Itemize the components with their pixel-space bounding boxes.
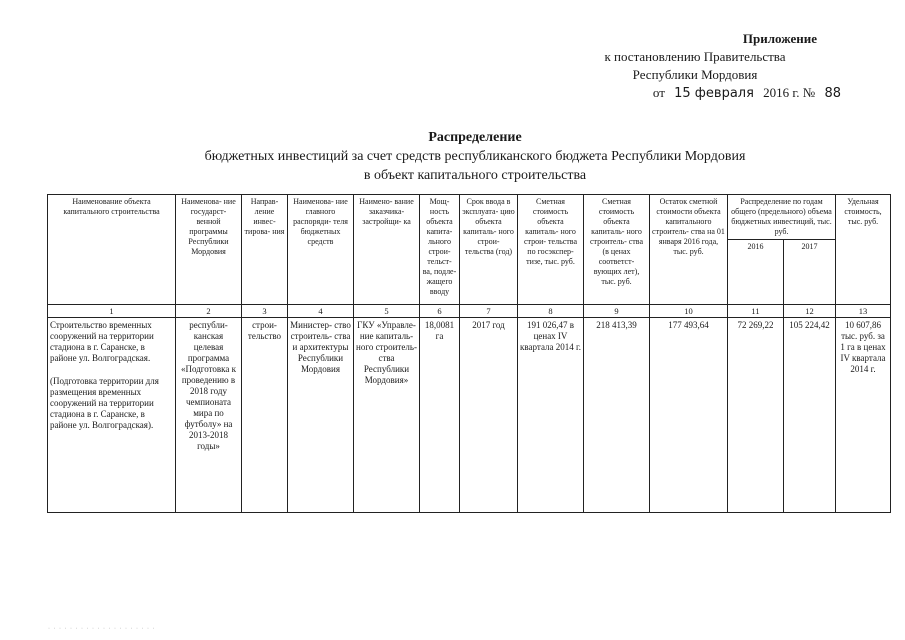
date-prefix: от (652, 85, 665, 100)
column-number: 13 (836, 305, 891, 318)
column-number: 4 (288, 305, 354, 318)
scan-artifact: · · · · · · · · · · · · · · · · · · · · (48, 626, 156, 632)
header-cost-expertise: Сметная стоимость объекта капиталь- ного строи- тельства по госэкспер- тизе, тыс. руб. (518, 195, 584, 305)
cell-cost-expertise: 191 026,47 в ценах IV квартала 2014 г. (518, 318, 584, 513)
column-number: 8 (518, 305, 584, 318)
date-year: 2016 г. № (763, 85, 816, 100)
header-capacity: Мощ- ность объекта капита- льного строи- тельст- ва, подле- жащего вводу (420, 195, 460, 305)
column-number: 2 (176, 305, 242, 318)
document-title-block (60, 128, 890, 185)
cell-capacity: 18,0081 га (420, 318, 460, 513)
document-title: Распределение (428, 130, 522, 145)
column-number: 7 (460, 305, 518, 318)
header-customer: Наимено- вание заказчика- застройщи- ка (354, 195, 420, 305)
header-row (48, 195, 891, 240)
appendix-date-line (545, 84, 845, 103)
document-number: 88 (824, 86, 841, 101)
header-unit-cost: Удельная стоимость, тыс. руб. (836, 195, 891, 305)
header-distribution: Распределение по годам общего (предельного) объема бюджетных инвестиций, тыс. руб. (728, 195, 836, 240)
appendix-line2: Республики Мордовия (632, 67, 758, 82)
cell-customer: ГКУ «Управле- ние капиталь- ного строитель- ства Республики Мордовия» (354, 318, 420, 513)
cell-2017: 105 224,42 (784, 318, 836, 513)
header-term: Срок ввода в эксплуата- цию объекта капиталь- ного строи- тельства (год) (460, 195, 518, 305)
header-direction: Направ- ление инвес- тирова- ния (242, 195, 288, 305)
appendix-line1: к постановлению Правительства (604, 49, 786, 64)
column-number: 5 (354, 305, 420, 318)
cell-object (48, 318, 176, 513)
column-number: 3 (242, 305, 288, 318)
object-note: (Подготовка территории для размещения временных сооружений на территории стадиона в г. Саранске, в районе ул. Волгоградская). (50, 376, 159, 430)
header-object: Наименование объекта капитального строительства (48, 195, 176, 305)
header-manager: Наименова- ние главного распоряди- теля бюджетных средств (288, 195, 354, 305)
column-number: 1 (48, 305, 176, 318)
appendix-block (545, 30, 845, 103)
column-number: 11 (728, 305, 784, 318)
column-number-row (48, 305, 891, 318)
cell-remainder: 177 493,64 (650, 318, 728, 513)
date-day-month: 15 февраля (674, 86, 754, 101)
column-number: 6 (420, 305, 460, 318)
column-number: 9 (584, 305, 650, 318)
header-year-2017: 2017 (784, 240, 836, 305)
table-row (48, 318, 891, 513)
column-number: 10 (650, 305, 728, 318)
header-program: Наименова- ние государст- венной программы Республики Мордовия (176, 195, 242, 305)
header-cost-years: Сметная стоимость объекта капиталь- ного строитель- ства (в ценах соответст- вующих лет), тыс. руб. (584, 195, 650, 305)
document-subtitle-1: бюджетных инвестиций за счет средств республиканского бюджета Республики Мордовия (204, 149, 746, 164)
column-number: 12 (784, 305, 836, 318)
object-name: Строительство временных сооружений на территории стадиона в г. Саранске, в районе ул. Волгоградская. (50, 320, 154, 363)
cell-cost-years: 218 413,39 (584, 318, 650, 513)
investment-table (47, 194, 891, 513)
cell-2016: 72 269,22 (728, 318, 784, 513)
header-year-2016: 2016 (728, 240, 784, 305)
header-remainder: Остаток сметной стоимости объекта капитального строитель- ства на 01 января 2016 года, тыс. руб. (650, 195, 728, 305)
document-subtitle-2: в объект капитального строительства (363, 168, 587, 183)
cell-manager: Министер- ство строитель- ства и архитектуры Республики Мордовия (288, 318, 354, 513)
appendix-heading: Приложение (742, 31, 817, 46)
cell-direction: строи- тельство (242, 318, 288, 513)
cell-term: 2017 год (460, 318, 518, 513)
cell-unit-cost: 10 607,86 тыс. руб. за 1 га в ценах IV квартала 2014 г. (836, 318, 891, 513)
cell-program: республи- канская целевая программа «Подготовка к проведению в 2018 году чемпионата мира по футболу» на 2013-2018 годы» (176, 318, 242, 513)
